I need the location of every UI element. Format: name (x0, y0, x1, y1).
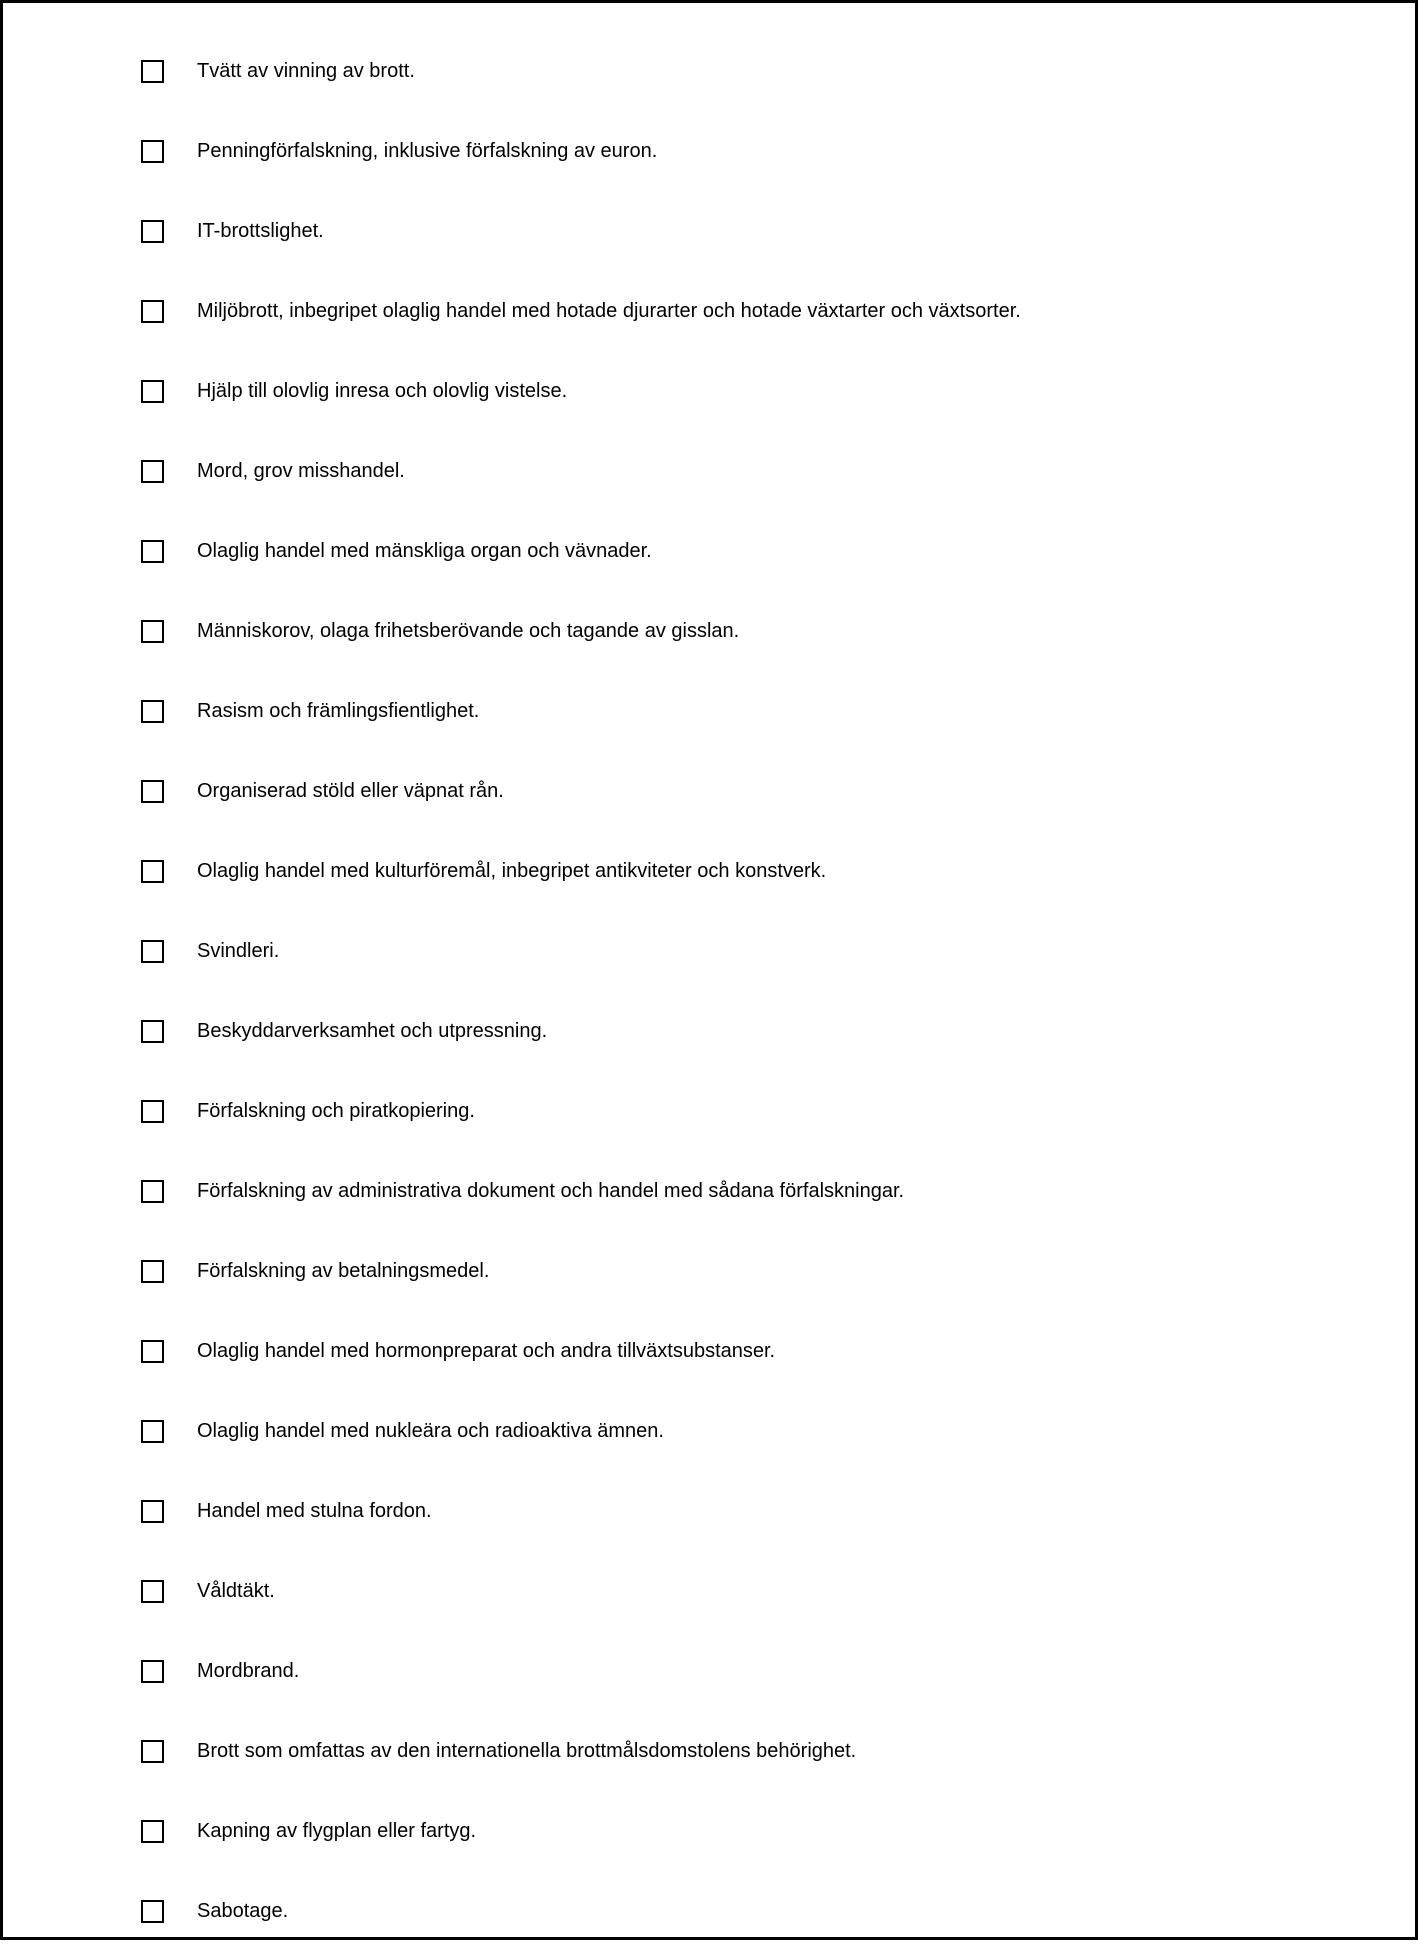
checkbox[interactable] (141, 300, 164, 323)
checklist-item-racketeering (141, 991, 1341, 1071)
checkbox[interactable] (141, 940, 164, 963)
checkbox[interactable] (141, 1500, 164, 1523)
checklist-item-murder (141, 431, 1341, 511)
checkbox[interactable] (141, 220, 164, 243)
checklist-item-forgery-payment (141, 1231, 1341, 1311)
checklist-item-hijacking (141, 1791, 1341, 1871)
checklist-item-label: Organiserad stöld eller väpnat rån. (197, 780, 504, 802)
checklist-item-counterfeiting-currency (141, 111, 1341, 191)
checklist-item-label: IT-brottslighet. (197, 220, 324, 242)
checklist-item-label: Rasism och främlingsfientlighet. (197, 700, 480, 722)
checkbox[interactable] (141, 60, 164, 83)
checklist-item-label: Handel med stulna fordon. (197, 1500, 432, 1522)
checklist-item-label: Våldtäkt. (197, 1580, 275, 1602)
checklist-item-label: Människorov, olaga frihetsberövande och tagande av gisslan. (197, 620, 740, 642)
checklist-item-label: Sabotage. (197, 1900, 289, 1922)
checklist-item-arson (141, 1631, 1341, 1711)
checklist-item-label: Olaglig handel med nukleära och radioaktiva ämnen. (197, 1420, 664, 1442)
checkbox[interactable] (141, 540, 164, 563)
checklist-item-label: Mord, grov misshandel. (197, 460, 405, 482)
checkbox[interactable] (141, 380, 164, 403)
checklist-item-stolen-vehicles (141, 1471, 1341, 1551)
checklist-item-label: Olaglig handel med mänskliga organ och vävnader. (197, 540, 652, 562)
checklist-item-swindling (141, 911, 1341, 991)
checkbox[interactable] (141, 1420, 164, 1443)
checkbox[interactable] (141, 860, 164, 883)
checklist-item-icc-crimes (141, 1711, 1341, 1791)
checklist-item-label: Förfalskning av betalningsmedel. (197, 1260, 490, 1282)
checklist-item-label: Förfalskning av administrativa dokument och handel med sådana förfalskningar. (197, 1180, 905, 1202)
checklist-item-label: Förfalskning och piratkopiering. (197, 1100, 475, 1122)
checklist-item-label: Penningförfalskning, inklusive förfalskning av euron. (197, 140, 658, 162)
checklist-item-cybercrime (141, 191, 1341, 271)
checklist-item-environmental-crime (141, 271, 1341, 351)
checklist-item-label: Kapning av flygplan eller fartyg. (197, 1820, 477, 1842)
checkbox[interactable] (141, 1100, 164, 1123)
checklist-item-sabotage (141, 1871, 1341, 1951)
checklist-item-forgery-documents (141, 1151, 1341, 1231)
checkbox[interactable] (141, 1020, 164, 1043)
checklist-item-illegal-entry (141, 351, 1341, 431)
offence-checklist (141, 31, 1341, 1951)
checklist-item-label: Olaglig handel med hormonpreparat och andra tillväxtsubstanser. (197, 1340, 776, 1362)
checkbox[interactable] (141, 620, 164, 643)
checkbox[interactable] (141, 460, 164, 483)
checklist-item-rape (141, 1551, 1341, 1631)
checklist-item-robbery (141, 751, 1341, 831)
checklist-item-label: Beskyddarverksamhet och utpressning. (197, 1020, 548, 1042)
checkbox[interactable] (141, 1580, 164, 1603)
checklist-item-nuclear-materials (141, 1391, 1341, 1471)
checklist-item-hormonal-substances (141, 1311, 1341, 1391)
checkbox[interactable] (141, 1180, 164, 1203)
checkbox[interactable] (141, 1740, 164, 1763)
checkbox[interactable] (141, 1900, 164, 1923)
checklist-item-label: Tvätt av vinning av brott. (197, 60, 415, 82)
checklist-item-label: Mordbrand. (197, 1660, 300, 1682)
checkbox[interactable] (141, 780, 164, 803)
checkbox[interactable] (141, 1820, 164, 1843)
checklist-item-racism (141, 671, 1341, 751)
checklist-item-cultural-goods (141, 831, 1341, 911)
checkbox[interactable] (141, 1340, 164, 1363)
checkbox[interactable] (141, 1260, 164, 1283)
checkbox[interactable] (141, 700, 164, 723)
checkbox[interactable] (141, 140, 164, 163)
checkbox[interactable] (141, 1660, 164, 1683)
checklist-item-label: Miljöbrott, inbegripet olaglig handel med hotade djurarter och hotade växtarter och växtsorter. (197, 300, 1021, 322)
checklist-item-label: Svindleri. (197, 940, 280, 962)
checklist-item-counterfeiting-piracy (141, 1071, 1341, 1151)
checklist-item-laundering (141, 31, 1341, 111)
checklist-item-label: Olaglig handel med kulturföremål, inbegripet antikviteter och konstverk. (197, 860, 827, 882)
checklist-item-organ-trafficking (141, 511, 1341, 591)
checklist-item-kidnapping (141, 591, 1341, 671)
checklist-item-label: Hjälp till olovlig inresa och olovlig vistelse. (197, 380, 568, 402)
checklist-item-label: Brott som omfattas av den internationella brottmålsdomstolens behörighet. (197, 1740, 857, 1762)
